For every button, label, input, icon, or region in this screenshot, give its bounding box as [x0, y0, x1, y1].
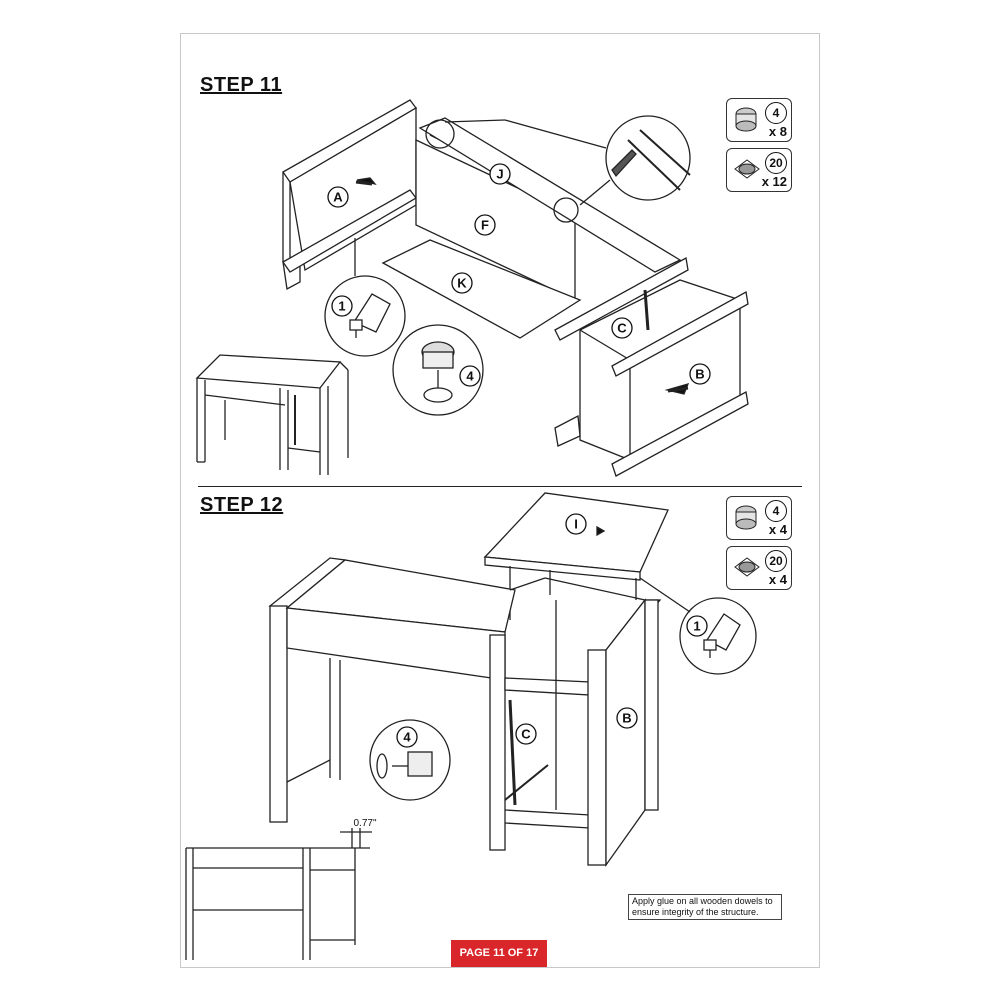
hardware-number: 20	[765, 152, 787, 174]
dimension-label: 0.77"	[353, 818, 377, 829]
hardware-number: 20	[765, 550, 787, 572]
hardware-number: 4	[765, 102, 787, 124]
label-f: F	[481, 217, 489, 233]
hardware-quantity: x 4	[768, 572, 787, 587]
cam-cover-icon	[733, 156, 761, 182]
hardware-cam-cover-step11	[726, 148, 792, 192]
label-i: I	[574, 516, 578, 532]
callout-cam-number: 4	[403, 729, 411, 745]
hardware-cam-lock-step11	[726, 98, 792, 142]
hardware-number: 4	[765, 500, 787, 522]
step-12-title: STEP 12	[200, 494, 284, 516]
label-k: K	[457, 275, 467, 291]
label-c: C	[521, 726, 531, 742]
hardware-quantity: x 4	[768, 522, 787, 537]
glue-note: Apply glue on all wooden dowels to ensure integrity of the structure.	[628, 894, 782, 920]
step11-thumbnail	[197, 355, 348, 475]
callout-dowel-number: 1	[338, 298, 346, 314]
hardware-cam-lock-step12	[726, 496, 792, 540]
step-11-title: STEP 11	[200, 74, 283, 96]
desk-frame-illustration	[270, 558, 660, 865]
label-b: B	[695, 366, 705, 382]
label-a: A	[333, 189, 343, 205]
page-number-badge: PAGE 11 OF 17	[451, 940, 547, 967]
callout-dowel-number: 1	[693, 618, 701, 634]
cam-lock-icon	[733, 106, 759, 136]
label-j: J	[496, 166, 504, 182]
label-b: B	[622, 710, 632, 726]
label-c: C	[617, 320, 627, 336]
hardware-cam-cover-step12	[726, 546, 792, 590]
hardware-quantity: x 8	[768, 124, 787, 139]
panel-c-illustration	[555, 258, 748, 476]
cam-lock-icon	[733, 504, 759, 534]
hardware-quantity: x 12	[761, 174, 787, 189]
cam-cover-icon	[733, 554, 761, 580]
step12-detail-thumbnail	[186, 828, 372, 960]
callout-cam-number: 4	[466, 368, 474, 384]
